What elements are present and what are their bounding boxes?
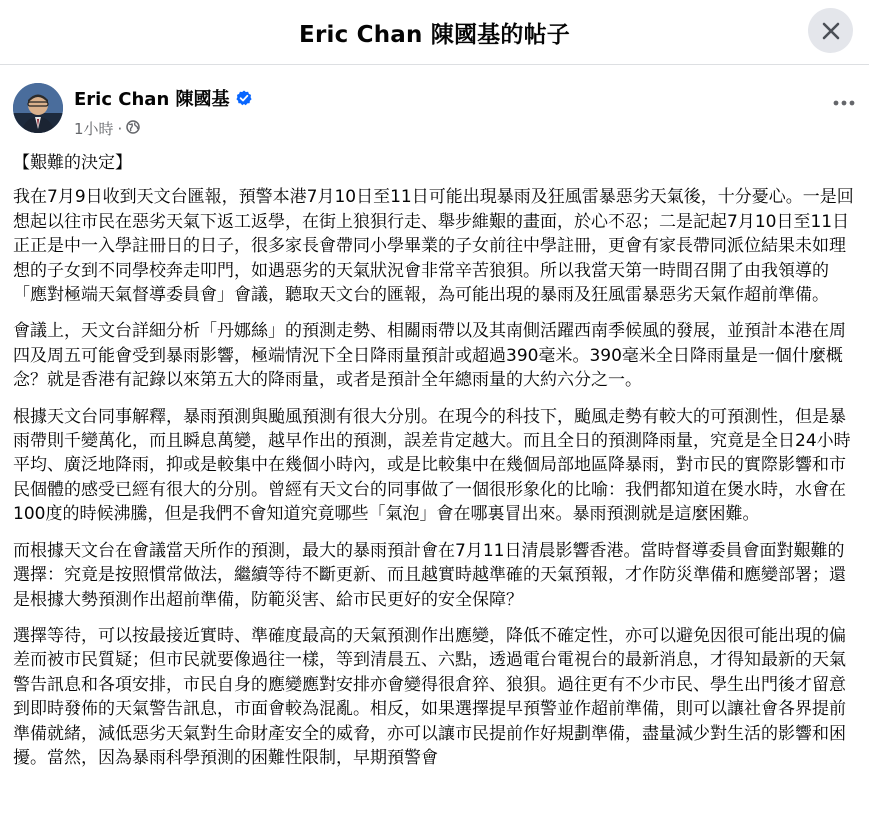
more-options-icon xyxy=(833,100,855,106)
author-block xyxy=(74,85,252,139)
verified-badge-icon xyxy=(236,90,252,106)
dialog-header xyxy=(0,0,869,65)
post-paragraph: 選擇等待，可以按最接近實時、準確度最高的天氣預測作出應變，降低不確定性，亦可以避免因很可能出現的偏差而被市民質疑；但市民就要像過往一樣，等到清晨五、六點，透過電台電視台的最新消息，才得知最新的天氣警告訊息和各項安排，市民自身的應變應對安排亦會變得很倉猝、狼狽。過往更有不少市民、學生出門後才留意到即時發佈的天氣警告訊息，市面會較為混亂。相反，如果選擇提早預警並作超前準備，則可以讓社會各界提前準備就緒，減低惡劣天氣對生命財產安全的威脅，亦可以讓市民提前作好規劃準備，盡量減少對生活的影響和困擾。當然，因為暴雨科學預測的困難性限制，早期預警會 xyxy=(13,625,846,768)
post-meta xyxy=(74,118,252,139)
post-header xyxy=(13,65,856,143)
post-heading: 【艱難的決定】 xyxy=(13,153,132,173)
author-line xyxy=(74,85,252,111)
post-paragraph: 而根據天文台在會議當天所作的預測，最大的暴雨預計會在7月11日清晨影響香港。當時督導委員會面對艱難的選擇：究竟是按照慣常做法，繼續等待不斷更新、而且越實時越準確的天氣預報，才作防災準備和應變部署；還是根據大勢預測作出超前準備，防範災害、給市民更好的安全保障？ xyxy=(13,540,846,610)
globe-icon[interactable] xyxy=(126,120,140,138)
post-timestamp[interactable]: 1小時 xyxy=(74,120,114,138)
post-paragraph: 我在7月9日收到天文台匯報，預警本港7月10日至11日可能出現暴雨及狂風雷暴惡劣天氣後，十分憂心。一是回想起以往市民在惡劣天氣下返工返學，在街上狼狽行走、舉步維艱的畫面，於心不忍；二是記起7月10日至11日正正是中一入學註冊日的日子，很多家長會帶同小學畢業的子女前往中學註冊，更會有家長帶同派位結果未如理想的子女到不同學校奔走叩門，如遇惡劣的天氣狀況會非常辛苦狼狽。所以我當天第一時間召開了由我領導的「應對極端天氣督導委員會」會議，聽取天文台的匯報，為可能出現的暴雨及狂風雷暴惡劣天氣作超前準備。 xyxy=(13,187,854,306)
close-button[interactable] xyxy=(808,8,853,53)
post-body xyxy=(13,151,856,770)
meta-separator: · xyxy=(117,119,123,138)
post xyxy=(0,65,869,770)
close-icon xyxy=(821,21,841,41)
avatar[interactable] xyxy=(13,83,63,133)
post-paragraph: 會議上，天文台詳細分析「丹娜絲」的預測走勢、相關雨帶以及其南側活躍西南季候風的發展，並預計本港在周四及周五可能會受到暴雨影響，極端情況下全日降雨量預計或超過390毫米。390毫米全日降雨量是一個什麼概念？就是香港有記錄以來第五大的降雨量，或者是預計全年總雨量的大約六分之一。 xyxy=(13,321,846,391)
dialog-title: Eric Chan 陳國基的帖子 xyxy=(299,21,570,48)
post-paragraph: 根據天文台同事解釋，暴雨預測與颱風預測有很大分別。在現今的科技下，颱風走勢有較大的可預測性，但是暴雨帶則千變萬化，而且瞬息萬變，越早作出的預測，誤差肯定越大。而且全日的預測降雨量，究竟是全日24小時平均、廣泛地降雨，抑或是較集中在幾個小時內，或是比較集中在幾個局部地區降暴雨，對市民的實際影響和市民個體的感受已經有很大的分別。曾經有天文台的同事做了一個很形象化的比喻：我們都知道在煲水時，水會在100度的時候沸騰，但是我們不會知道究竟哪些「氣泡」會在哪裏冒出來。暴雨預測就是這麼困難。 xyxy=(13,406,851,525)
more-options-button[interactable] xyxy=(833,91,855,110)
avatar-image xyxy=(13,83,63,133)
author-name[interactable]: Eric Chan 陳國基 xyxy=(74,89,230,110)
